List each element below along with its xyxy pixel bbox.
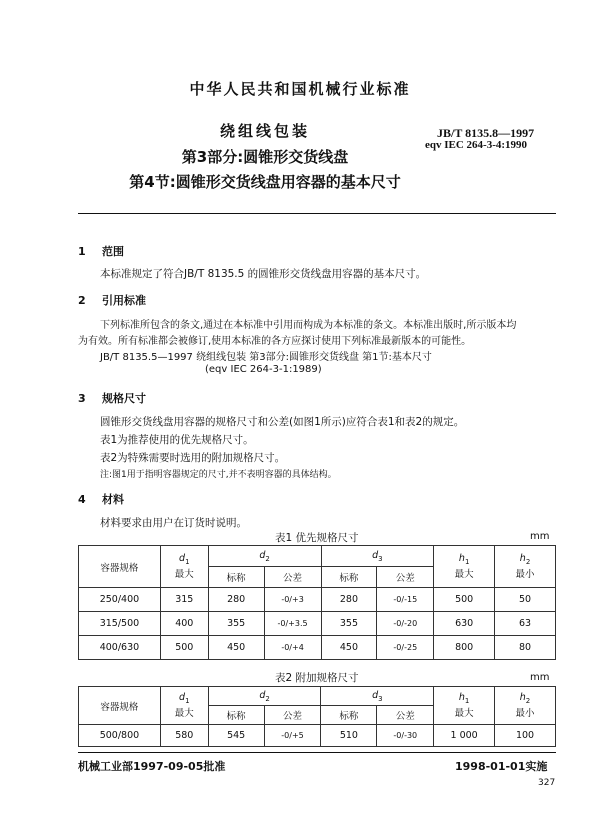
cell-h2: 80 [495, 636, 556, 660]
table-row [79, 588, 556, 612]
cell-d2: 545 [208, 725, 264, 747]
cell-d2-tolerance: -0/+4 [264, 636, 321, 660]
cell-d1: 315 [160, 588, 208, 612]
table-row [79, 612, 556, 636]
header-d2: $d_2$ [208, 546, 321, 567]
cell-spec: 315/500 [79, 612, 161, 636]
cell-d2-tolerance: -0/+3.5 [264, 612, 321, 636]
table-2-unit: mm [530, 672, 550, 683]
table-1 [78, 545, 556, 660]
section-2-text-line2: 为有效。所有标准都会被修订,使用本标准的各方应探讨使用下列标准最新版本的可能性。 [78, 336, 472, 347]
header-nominal: 标称 [208, 706, 264, 725]
effective-date: 1998-01-01实施 [455, 760, 548, 773]
table-row [79, 636, 556, 660]
cell-d2-tolerance: -0/+5 [264, 725, 321, 747]
standard-code: JB/T 8135.8—1997 [437, 126, 535, 140]
section-2-text-line1: 下列标准所包含的条文,通过在本标准中引用而构成为本标准的条文。本标准出版时,所示版本均 [100, 320, 517, 331]
reference-standard: JB/T 8135.5—1997 绕组线包装 第3部分:圆锥形交货线盘 第1节:基本尺寸 [100, 352, 432, 363]
document-subtitle-section: 第4节:圆锥形交货线盘用容器的基本尺寸 [129, 173, 401, 191]
table-1-unit: mm [530, 531, 550, 542]
header-spec: 容器规格 [79, 687, 161, 725]
cell-d1: 500 [160, 636, 208, 660]
cell-d1: 580 [160, 725, 208, 747]
cell-d2: 355 [208, 612, 264, 636]
header-h2: $h_2$ 最小 [495, 546, 556, 588]
header-tolerance: 公差 [377, 567, 434, 588]
document-subtitle-part: 第3部分:圆锥形交货线盘 [181, 148, 349, 166]
cell-d3-tolerance: -0/-20 [377, 612, 434, 636]
cell-d1: 400 [160, 612, 208, 636]
header-tolerance: 公差 [377, 706, 434, 725]
cell-d3: 280 [321, 588, 377, 612]
cell-h2: 100 [495, 725, 556, 747]
footer-divider [78, 752, 556, 753]
header-d1: $d_1$ 最大 [160, 687, 208, 725]
cell-h1: 1 000 [434, 725, 495, 747]
cell-d3: 450 [321, 636, 377, 660]
cell-h1: 500 [434, 588, 495, 612]
cell-h1: 800 [434, 636, 495, 660]
table-1-caption: 表1 优先规格尺寸 [275, 532, 359, 544]
header-spec: 容器规格 [79, 546, 161, 588]
equivalence-note: eqv IEC 264-3-4:1990 [425, 139, 528, 151]
section-3-heading: 3 规格尺寸 [78, 392, 146, 405]
section-2-heading: 2 引用标准 [78, 294, 146, 307]
header-divider [78, 213, 556, 214]
cell-d2-tolerance: -0/+3 [264, 588, 321, 612]
approval-date: 机械工业部1997-09-05批准 [78, 760, 226, 773]
section-4-heading: 4 材料 [78, 493, 124, 506]
header-d3: $d_3$ [321, 546, 434, 567]
organization-title: 中华人民共和国机械行业标准 [189, 80, 411, 98]
cell-d3-tolerance: -0/-25 [377, 636, 434, 660]
page-number: 327 [538, 778, 556, 788]
cell-d2: 450 [208, 636, 264, 660]
cell-d3-tolerance: -0/-15 [377, 588, 434, 612]
header-d1: $d_1$ 最大 [160, 546, 208, 588]
table-2-caption: 表2 附加规格尺寸 [275, 672, 359, 684]
section-3-line3: 表2为特殊需要时选用的附加规格尺寸。 [100, 452, 286, 464]
section-1-text: 本标准规定了符合JB/T 8135.5 的圆锥形交货线盘用容器的基本尺寸。 [100, 268, 427, 280]
cell-spec: 250/400 [79, 588, 161, 612]
header-h1: $h_1$ 最大 [434, 687, 495, 725]
header-nominal: 标称 [321, 567, 377, 588]
section-1-heading: 1 范围 [78, 245, 124, 258]
header-d2: $d_2$ [208, 687, 321, 706]
cell-spec: 400/630 [79, 636, 161, 660]
cell-d2: 280 [208, 588, 264, 612]
table-2 [78, 686, 556, 747]
header-d3: $d_3$ [321, 687, 434, 706]
cell-spec: 500/800 [79, 725, 161, 747]
section-4-text: 材料要求由用户在订货时说明。 [100, 517, 247, 529]
table-row [79, 725, 556, 747]
header-tolerance: 公差 [264, 706, 321, 725]
section-3-line2: 表1为推荐使用的优先规格尺寸。 [100, 434, 254, 446]
reference-equivalence: (eqv IEC 264-3-1:1989) [205, 364, 322, 375]
section-3-note: 注:图1用于指明容器规定的尺寸,并不表明容器的具体结构。 [100, 470, 337, 480]
section-3-line1: 圆锥形交货线盘用容器的规格尺寸和公差(如图1所示)应符合表1和表2的规定。 [100, 416, 465, 428]
cell-h2: 50 [495, 588, 556, 612]
header-nominal: 标称 [208, 567, 264, 588]
header-h2: $h_2$ 最小 [495, 687, 556, 725]
document-title: 绕组线包装 [219, 122, 310, 140]
cell-h1: 630 [434, 612, 495, 636]
cell-d3-tolerance: -0/-30 [377, 725, 434, 747]
cell-d3: 355 [321, 612, 377, 636]
header-tolerance: 公差 [264, 567, 321, 588]
cell-h2: 63 [495, 612, 556, 636]
header-nominal: 标称 [321, 706, 377, 725]
header-h1: $h_1$ 最大 [434, 546, 495, 588]
cell-d3: 510 [321, 725, 377, 747]
